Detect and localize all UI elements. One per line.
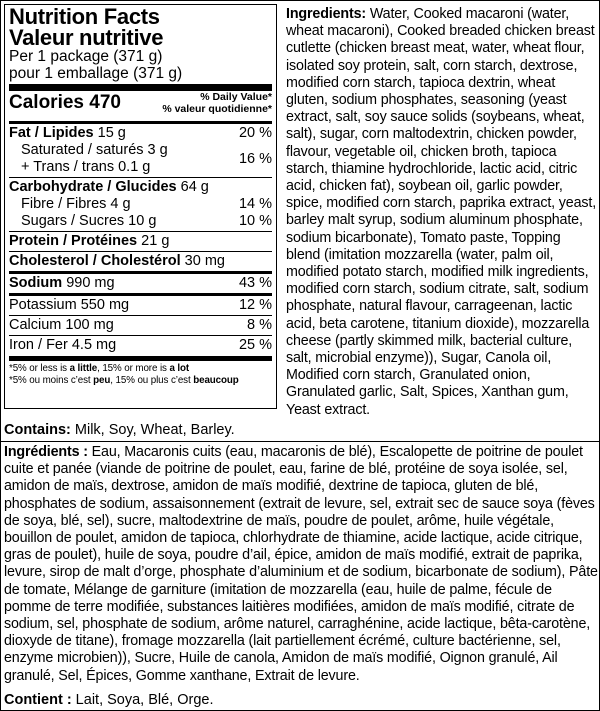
- divider-thick: [9, 84, 272, 91]
- carbohydrate-label: Carbohydrate / Glucides: [9, 179, 177, 195]
- contains-french: [4, 692, 214, 709]
- calcium-label: Calcium 100 mg: [9, 317, 114, 333]
- potassium-dv: 12 %: [238, 297, 272, 313]
- calories-row: [9, 91, 272, 121]
- fat-dv: 20 %: [238, 125, 272, 141]
- trans-label: + Trans / trans 0.1 g: [21, 159, 151, 175]
- daily-value-french: % valeur quotidienne*: [162, 102, 272, 115]
- carbohydrate-amount: 64 g: [180, 179, 209, 195]
- fibre-dv: 14 %: [238, 196, 272, 212]
- nutrition-facts-table: [4, 4, 277, 409]
- ingredients-french-text: Eau, Macaronis cuits (eau, macaronis de blé), Escalopette de poitrine de poulet cuite et panée (viande de poitrine de poulet, eau, farine de blé, protéine de soya isolée, sel, amidon de maïs, dextrose, amidon de maïs modifié, dextrine de tapioca, gluten de blé, phosphates de sodium, assaisonnement (extrait de levure, sel, extrait sec de sauce soya (fèves de soya, blé, sel), sucre, maltodextrine de maïs, poudre de poulet, arôme, huile végétale, bouillon de poulet, amidon de tapioca, chlorhydrate de thiamine, acide lactique, acide citrique, gras de poulet), huile de soya, poudre d’ail, épice, amidon de maïs modifié, extrait de paprika, levure, sirop de malt d’orge, phosphate d’aluminium et de sodium, bicarbonate de sodium), Pâte de tomate, Mélange de garniture (imitation de mozzarella (eau, huile de palme, fécule de pomme de terre modifiée, substances laitières modifiées, amidon de maïs modifié, citrate de sodium, sel, phosphate de sodium, arôme naturel, carraghénine, acide lactique, bêta-carotène, dioxyde de titane), fromage mozzarella (lait partiellement écrémé, culture bactérienne, sel, enzyme microbien)), Sucre, Huile de canola, Amidon de maïs modifié, Oignon granulé, Ail granulé, Sel, Épices, Gomme xanthane, Extrait de levure.: [4, 444, 598, 684]
- protein-amount: 21 g: [141, 233, 170, 249]
- section-divider: [1, 441, 600, 442]
- footnote-french: *5% ou moins c’est peu, 15% ou plus c’est beaucoup: [9, 375, 239, 386]
- potassium-label: Potassium 550 mg: [9, 297, 130, 313]
- contains-english: [4, 422, 235, 439]
- cholesterol-amount: 30 mg: [184, 253, 225, 269]
- sugars-label: Sugars / Sucres 10 g: [21, 213, 157, 229]
- contains-english-label: Contains:: [4, 422, 71, 438]
- ingredients-french-label: Ingrédients :: [4, 444, 88, 460]
- fat-amount: 15 g: [97, 125, 126, 141]
- saturated-dv: 16 %: [238, 151, 272, 167]
- iron-label: Iron / Fer 4.5 mg: [9, 337, 117, 353]
- footnote-english: *5% or less is a little, 15% or more is a lot: [9, 363, 190, 374]
- ingredients-english-text: Water, Cooked macaroni (water, wheat macaroni), Cooked breaded chicken breast cutlette (chicken breast meat, water, wheat flour, isolated soy protein, salt, corn starch, dextrose, modified corn starch, tapioca dextrin, wheat gluten, sodium phosphates, seasoning (yeast extract, salt, soy sauce solids (soybeans, wheat, salt), sugar, corn maltodextrin, chicken powder, flavour, vegetable oil, chicken broth, tapioca starch, thiamine hydrochloride, lactic acid, citric acid, chicken fat), soybean oil, garlic powder, spice, modified corn starch, paprika extract, yeast, barley malt syrup, sodium aluminum phosphate, sodium bicarbonate), Tomato paste, Topping blend (imitation mozzarella (water, palm oil, modified potato starch, modified milk ingredients, modified corn starch, sodium citrate, salt, sodium phosphate, natural flavour, carrageenan, lactic acid, beta carotene, titanium dioxide), mozzarella cheese (partly skimmed milk, bacterial culture, salt, microbial enzyme)), Sugar, Canola oil, Modified corn starch, Granulated onion, Granulated garlic, Salt, Spices, Xanthan gum, Yeast extract.: [286, 6, 597, 418]
- sodium-row: [9, 274, 272, 292]
- serving-size-french: pour 1 emballage (371 g): [9, 65, 183, 82]
- saturated-label: Saturated / saturés 3 g: [21, 142, 168, 158]
- daily-value-header: [162, 92, 272, 115]
- potassium-row: [9, 296, 272, 314]
- protein-label: Protein / Protéines: [9, 233, 138, 249]
- daily-value-english: % Daily Value*: [200, 91, 272, 103]
- carbohydrate-row: [9, 178, 272, 196]
- cholesterol-row: [9, 252, 272, 270]
- calories-value: Calories 470: [9, 92, 121, 113]
- serving-size-english: Per 1 package (371 g): [9, 48, 163, 65]
- fat-label: Fat / Lipides: [9, 125, 94, 141]
- title-english: Nutrition Facts: [9, 4, 160, 29]
- fat-row: [9, 124, 272, 142]
- trans-row: [9, 159, 272, 176]
- footnote: [9, 361, 272, 387]
- fibre-label: Fibre / Fibres 4 g: [21, 196, 131, 212]
- sodium-amount: 990 mg: [66, 275, 115, 291]
- sugars-row: [9, 213, 272, 230]
- ingredients-english: [286, 6, 598, 419]
- iron-row: [9, 336, 272, 354]
- calcium-row: [9, 316, 272, 334]
- ingredients-english-label: Ingredients:: [286, 6, 367, 22]
- contains-french-text: Lait, Soya, Blé, Orge.: [71, 692, 214, 708]
- iron-dv: 25 %: [238, 337, 272, 353]
- protein-row: [9, 232, 272, 250]
- contains-english-text: Milk, Soy, Wheat, Barley.: [70, 422, 235, 438]
- fibre-row: [9, 196, 272, 213]
- sodium-label: Sodium: [9, 275, 63, 291]
- title-french: Valeur nutritive: [9, 25, 164, 50]
- ingredients-french: [4, 444, 599, 685]
- cholesterol-label: Cholesterol / Cholestérol: [9, 253, 181, 269]
- sodium-dv: 43 %: [238, 275, 272, 291]
- sugars-dv: 10 %: [238, 213, 272, 229]
- contains-french-label: Contient :: [4, 692, 72, 708]
- calcium-dv: 8 %: [247, 317, 272, 333]
